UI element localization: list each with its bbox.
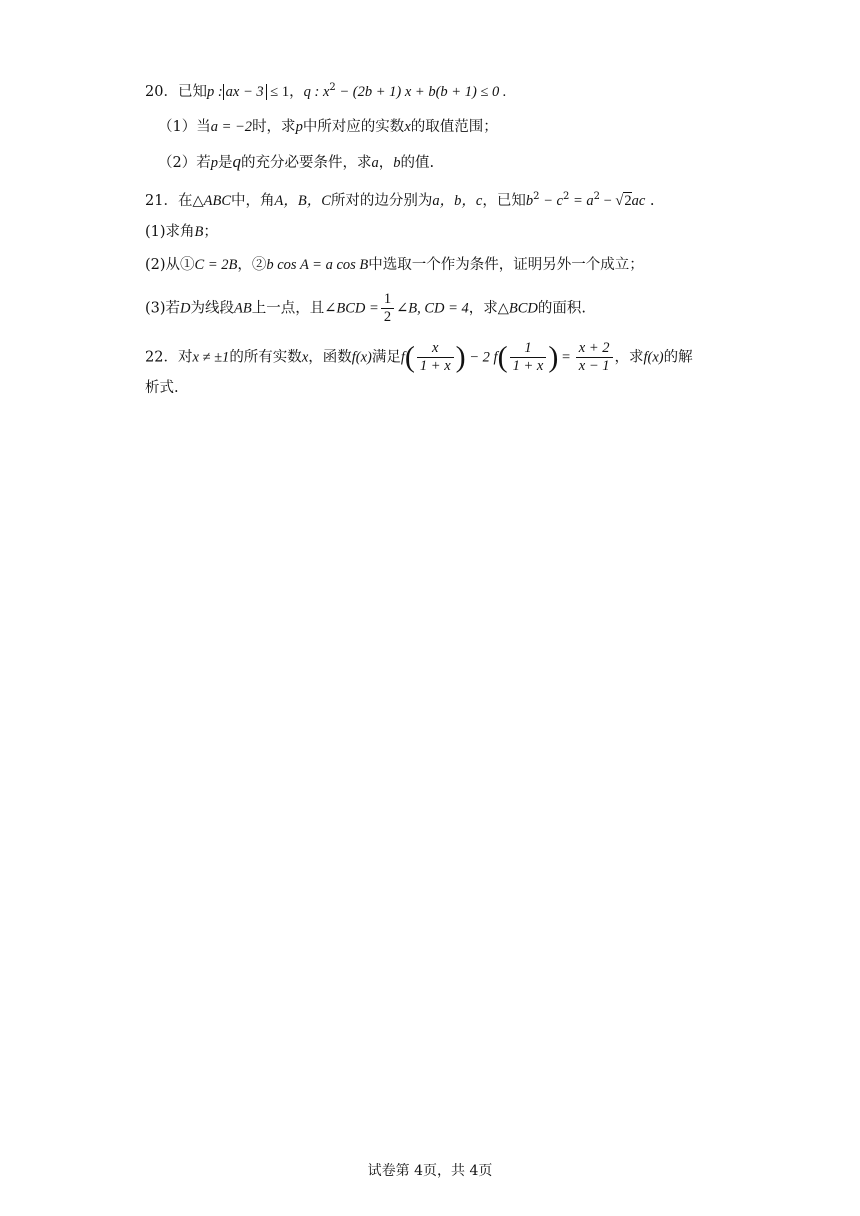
q20-part2: （2）若p是q的充分必要条件，求a，b的值. (158, 152, 435, 171)
q20-part1: （1）当a = −2时，求p中所对应的实数x的取值范围； (158, 119, 498, 135)
abs-value: ax − 3 (223, 84, 267, 100)
sqrt-radicand: 2 (624, 192, 632, 209)
q22-continuation: 析式. (145, 380, 179, 396)
q22-stem: 22．对x ≠ ±1的所有实数x，函数f(x)满足f( $\frac{x}{1 + x}$ ) − 2 f( $\frac{1}{1 + x}$ ) = $\frac{x + 2}{x - 1}$ ，求f(x)的解 (145, 340, 693, 374)
q21-stem: 21．在△ABC中，角A，B，C所对的边分别为a，b，c，已知$b^2 - c^2 = a^2 - √2ac$ . (145, 191, 655, 209)
q21-part1: (1)求角B； (145, 224, 218, 240)
fraction-one-half: $\frac{1}{2}$ (381, 291, 394, 326)
fraction-x-plus-2-over-x-minus-1: $\frac{x + 2}{x - 1}$ (576, 340, 613, 375)
fraction-1-over-1-plus-x: $\frac{1}{1 + x}$ (510, 340, 547, 375)
fraction-x-over-1-plus-x: $\frac{x}{1 + x}$ (417, 340, 454, 375)
page-footer: 试卷第 4页，共 4页 (367, 1163, 493, 1179)
q21-part3: (3)若D为线段AB上一点，且∠BCD = $\frac{1}{2}$ ∠B, CD = 4，求△BCD的面积. (145, 291, 587, 325)
q20-stem: 20．已知p : ax − 3 ≤ 1，q : $x^2 - (2b + 1) x + b(b + 1) \le 0$ . (145, 82, 507, 100)
q21-part2: (2)从①C = 2B，②b cos A = a cos B中选取一个作为条件，证明另外一个成立； (145, 257, 644, 273)
